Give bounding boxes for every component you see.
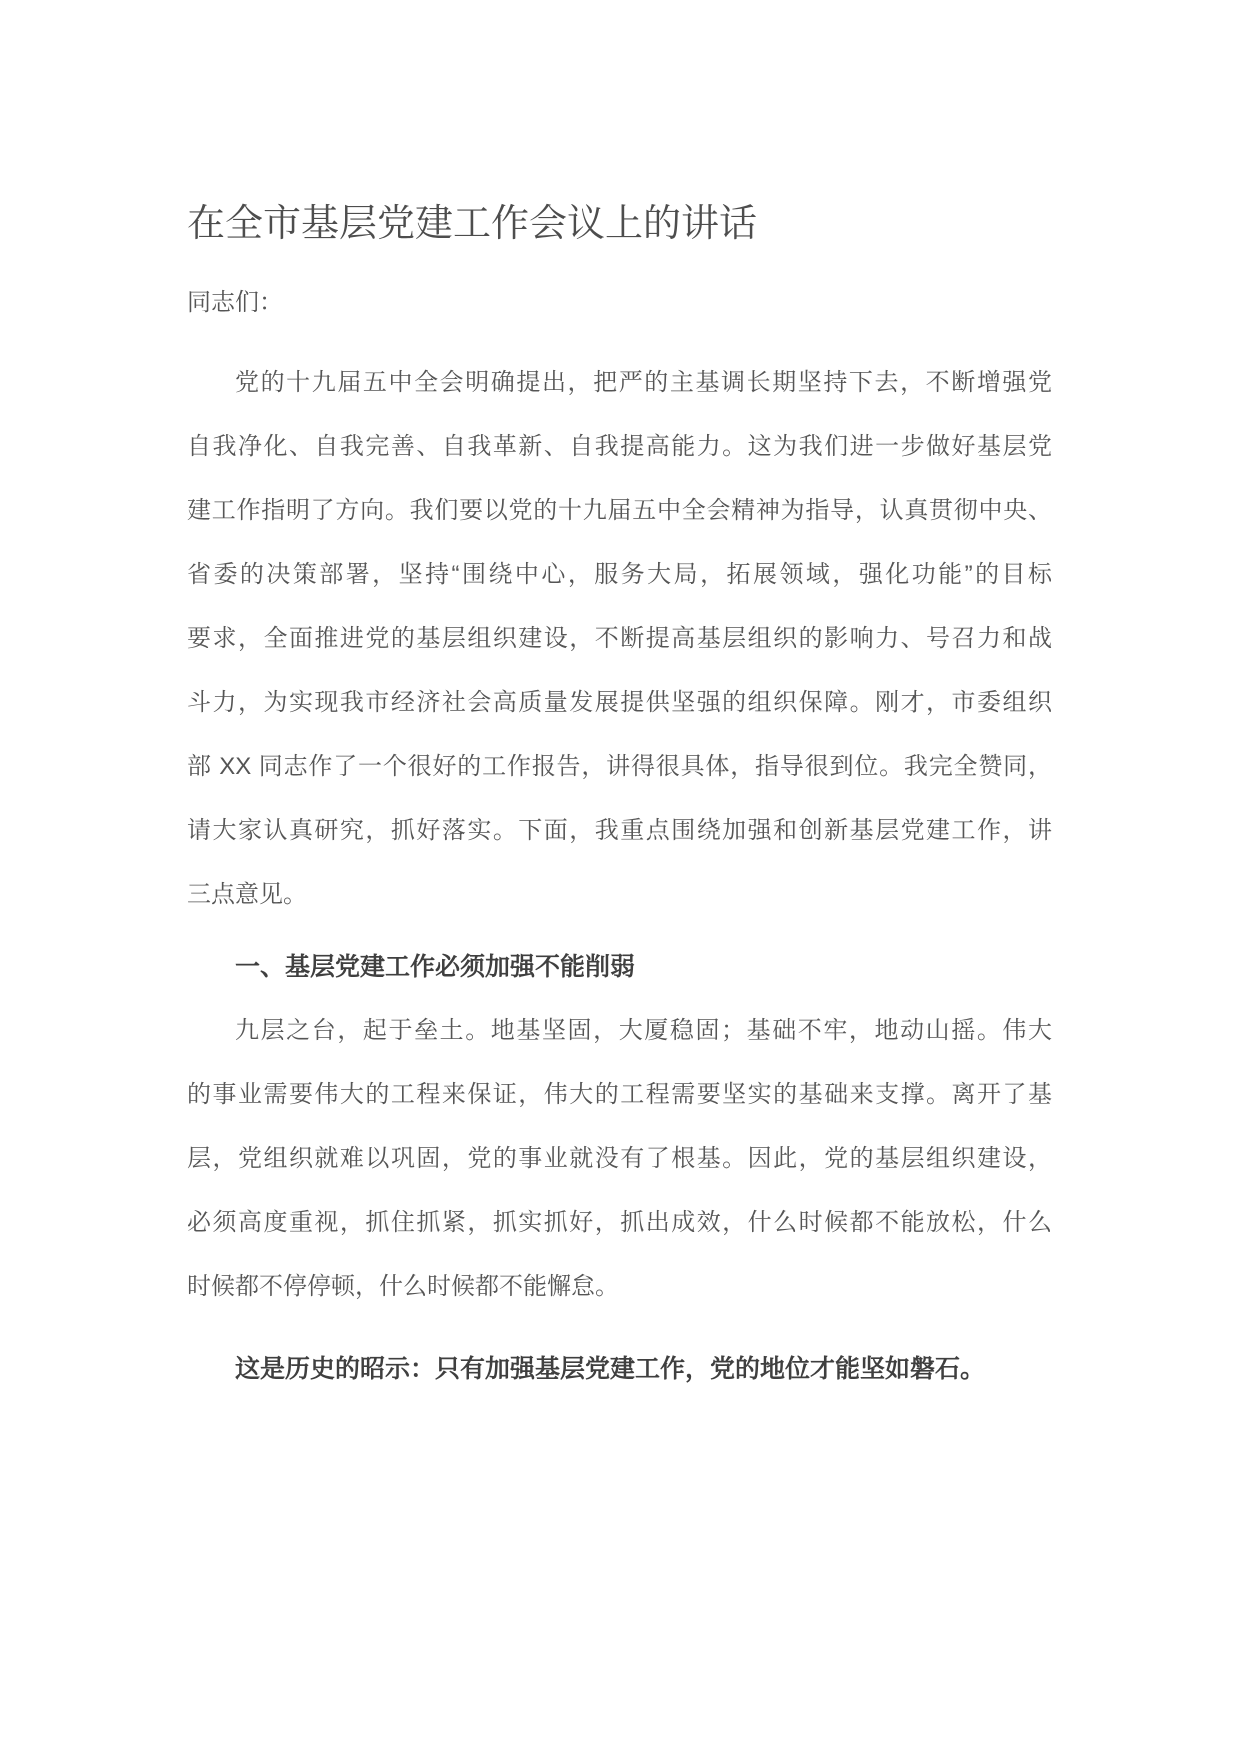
paragraph-line: 必须高度重视，抓住抓紧，抓实抓好，抓出成效，什么时候都不能放松，什么 xyxy=(187,1209,1052,1236)
paragraph-line: 的事业需要伟大的工程来保证，伟大的工程需要坚实的基础来支撑。离开了基 xyxy=(187,1081,1052,1108)
salutation: 同志们： xyxy=(187,289,283,316)
emphasis-paragraph: 这是历史的昭示：只有加强基层党建工作，党的地位才能坚如磐石。 xyxy=(235,1355,986,1383)
paragraph-line: 请大家认真研究，抓好落实。下面，我重点围绕加强和创新基层党建工作，讲 xyxy=(187,817,1052,844)
document-title: 在全市基层党建工作会议上的讲话 xyxy=(187,203,758,245)
paragraph-line: 三点意见。 xyxy=(187,881,307,908)
paragraph-line: 省委的决策部署，坚持“围绕中心，服务大局，拓展领域，强化功能”的目标 xyxy=(187,561,1052,588)
paragraph-line: 层，党组织就难以巩固，党的事业就没有了根基。因此，党的基层组织建设， xyxy=(187,1145,1052,1172)
paragraph-line: 时候都不停停顿，什么时候都不能懈怠。 xyxy=(187,1273,619,1300)
intro-paragraph xyxy=(187,351,1052,927)
paragraph-line: 要求，全面推进党的基层组织建设，不断提高基层组织的影响力、号召力和战 xyxy=(187,625,1052,652)
paragraph-line: 九层之台，起于垒土。地基坚固，大厦稳固；基础不牢，地动山摇。伟大 xyxy=(235,1017,1052,1044)
paragraph-line: 党的十九届五中全会明确提出，把严的主基调长期坚持下去，不断增强党 xyxy=(235,369,1052,396)
paragraph-line: 自我净化、自我完善、自我革新、自我提高能力。这为我们进一步做好基层党 xyxy=(187,433,1052,460)
section-paragraph xyxy=(187,999,1052,1319)
paragraph-line: 部 XX 同志作了一个很好的工作报告，讲得很具体，指导很到位。我完全赞同， xyxy=(187,753,1052,780)
paragraph-line: 斗力，为实现我市经济社会高质量发展提供坚强的组织保障。刚才，市委组织 xyxy=(187,689,1052,716)
section-heading: 一、基层党建工作必须加强不能削弱 xyxy=(235,953,636,981)
paragraph-line: 建工作指明了方向。我们要以党的十九届五中全会精神为指导，认真贯彻中央、 xyxy=(187,497,1052,524)
